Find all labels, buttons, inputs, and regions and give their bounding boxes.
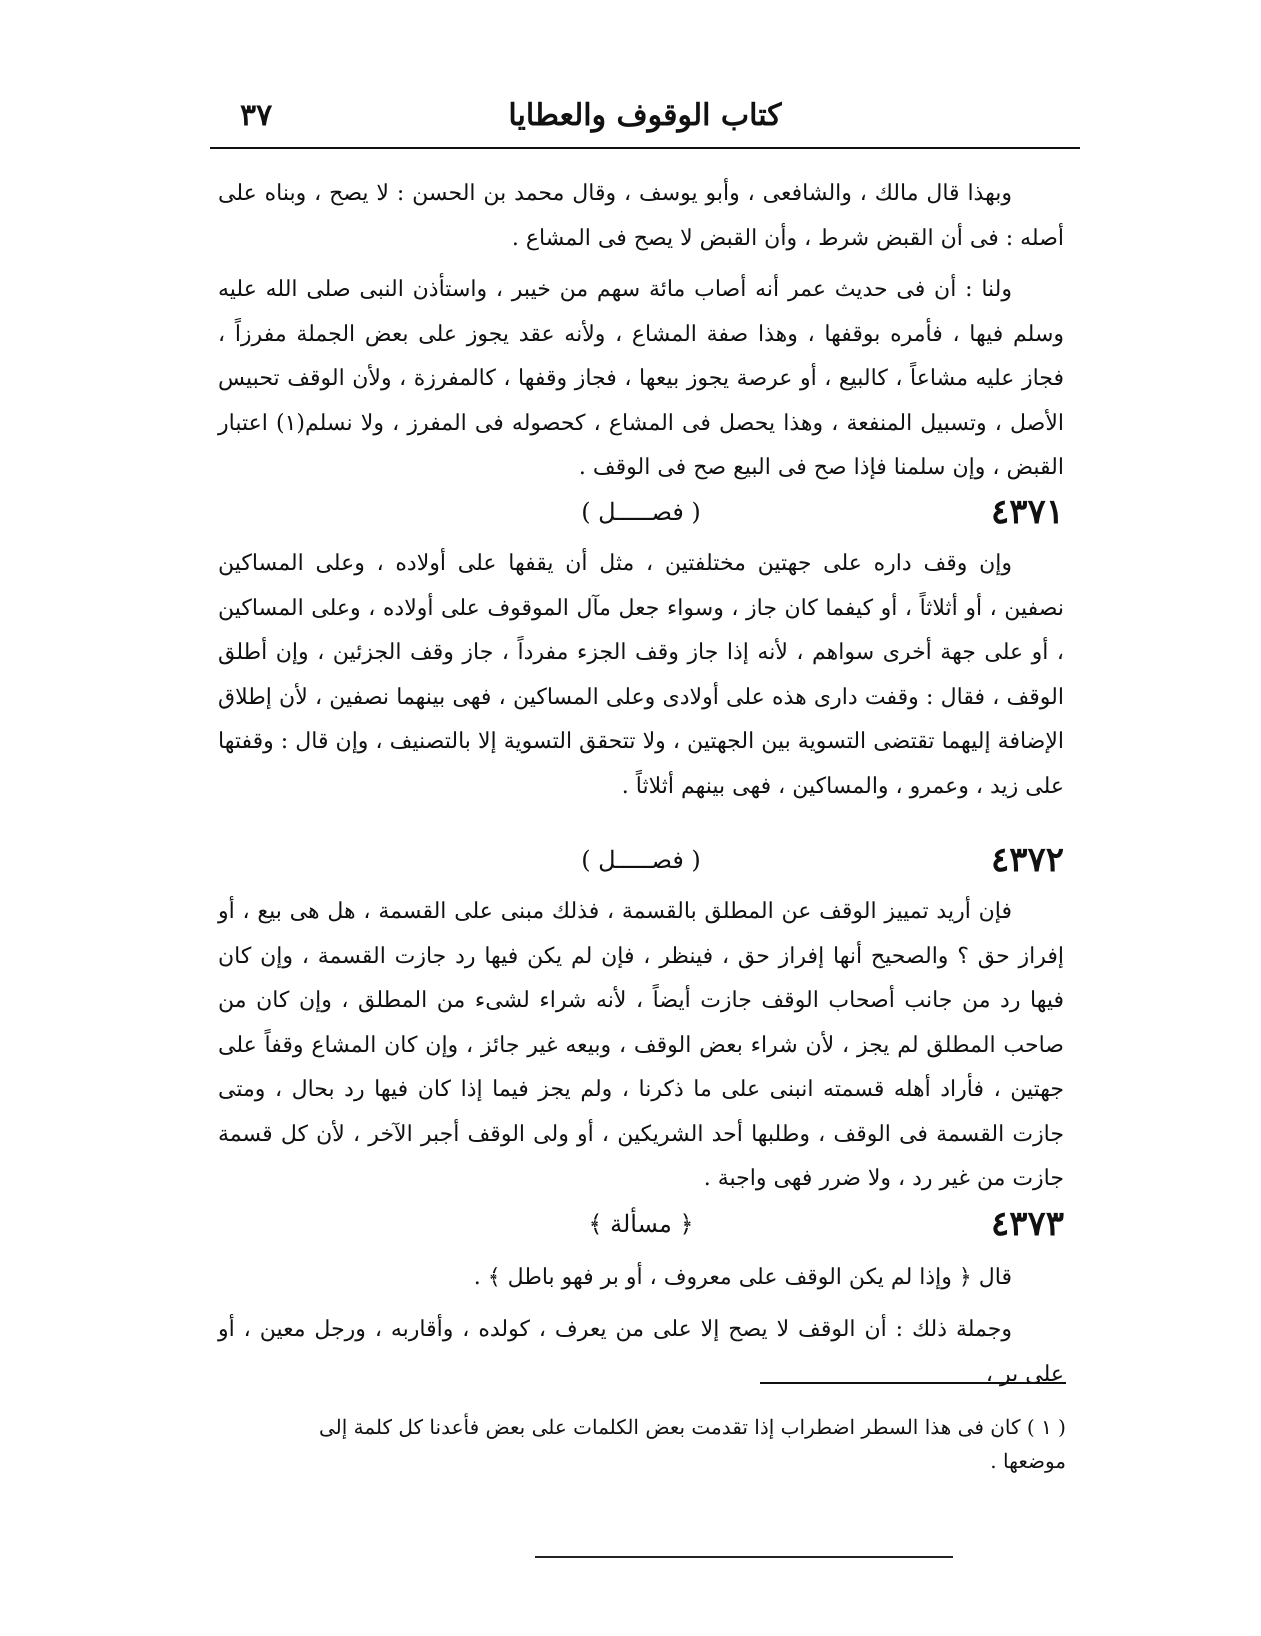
section-heading-4371 xyxy=(218,492,1064,540)
section-number: ٤٣٧٢ xyxy=(990,840,1064,880)
section-title: ﴿ مسألة ﴾ xyxy=(588,1210,694,1238)
section-title: ( فصـــــل ) xyxy=(581,498,701,526)
running-title: كتاب الوقوف والعطايا xyxy=(508,98,782,133)
section-number: ٤٣٧٣ xyxy=(990,1204,1064,1244)
paragraph-two-directions: وإن وقف داره على جهتين مختلفتين ، مثل أن يقفها على أولاده ، وعلى المساكين نصفين ، أو أثلاثاً ، أو كيفما كان جاز ، وسواء جعل مآل الموقوف على أولاده ، وعلى المساكين ، أو على جهة أخرى سواهم ، لأنه إذا جاز وقف الجزء مفرداً ، جاز وقف الجزئين ، وإن أطلق الوقف ، فقال : وقفت دارى هذه على أولادى وعلى المساكين ، فهى بينهما نصفين ، لأن إطلاق الإضافة إليهما تقتضى التسوية بين الجهتين ، ولا تتحقق التسوية إلا بالتصنيف ، وإن قال : وقفتها على زيد ، وعمرو ، والمساكين ، فهى بينهم أثلاثاً . xyxy=(218,551,1064,799)
paragraph-summary: وجملة ذلك : أن الوقف لا يصح إلا على من يعرف ، كولده ، وأقاربه ، ورجل معين ، أو على بر ، xyxy=(218,1317,1064,1387)
section-number: ٤٣٧١ xyxy=(990,492,1064,532)
section-heading-4373 xyxy=(218,1204,1064,1252)
paragraph-division: فإن أريد تمييز الوقف عن المطلق بالقسمة ، فذلك مبنى على القسمة ، هل هى بيع ، أو إفراز حق ؟ والصحيح أنها إفراز حق ، فينظر ، فإن لم يكن فيها رد جازت القسمة ، وإن كان فيها رد من جانب أصحاب الوقف جازت أيضاً ، لأنه شراء لشىء من المطلق ، وإن كان من صاحب المطلق لم يجز ، لأن شراء بعض الوقف ، وبيعه غير جائز ، وإن كان المشاع وقفاً على جهتين ، فأراد أهله قسمته انبنى على ما ذكرنا ، ولم يجز فيما إذا كان فيها رد بحال ، ومتى جازت القسمة فى الوقف ، وطلبها أحد الشريكين ، أو ولى الوقف أجبر الآخر ، لأن كل قسمة جازت من غير رد ، ولا ضرر فهى واجبة . xyxy=(218,899,1064,1191)
paragraph-opinions: وبهذا قال مالك ، والشافعى ، وأبو يوسف ، وقال محمد بن الحسن : لا يصح ، وبناه على أصله : فى أن القبض شرط ، وأن القبض لا يصح فى المشاع . xyxy=(218,181,1064,251)
section-heading-4372 xyxy=(218,840,1064,888)
bottom-rule xyxy=(535,1556,953,1558)
paragraph-evidence: ولنا : أن فى حديث عمر أنه أصاب مائة سهم من خيبر ، واستأذن النبى صلى الله عليه وسلم فيها ، فأمره بوقفها ، وهذا صفة المشاع ، ولأنه عقد يجوز على بعض الجملة مفرزاً ، فجاز عليه مشاعاً ، كالبيع ، أو عرصة يجوز بيعها ، فجاز وقفها ، كالمفرزة ، ولأن الوقف تحبيس الأصل ، وتسبيل المنفعة ، وهذا يحصل فى المشاع ، كحصوله فى المفرز ، ولا نسلم(١) اعتبار القبض ، وإن سلمنا فإذا صح فى البيع صح فى الوقف . xyxy=(218,277,1064,480)
header-divider xyxy=(210,147,1080,149)
page-header xyxy=(210,92,1080,142)
footnote-divider xyxy=(760,1382,1066,1384)
footnote: ( ١ ) كان فى هذا السطر اضطراب إذا تقدمت بعض الكلمات على بعض فأعدنا كل كلمة إلى موضعها . xyxy=(318,1415,1066,1473)
section-title: ( فصـــــل ) xyxy=(581,846,701,874)
paragraph-quote: قال ﴿ وإذا لم يكن الوقف على معروف ، أو بر فهو باطل ﴾ . xyxy=(473,1265,1012,1290)
page-number: ٣٧ xyxy=(240,98,273,133)
